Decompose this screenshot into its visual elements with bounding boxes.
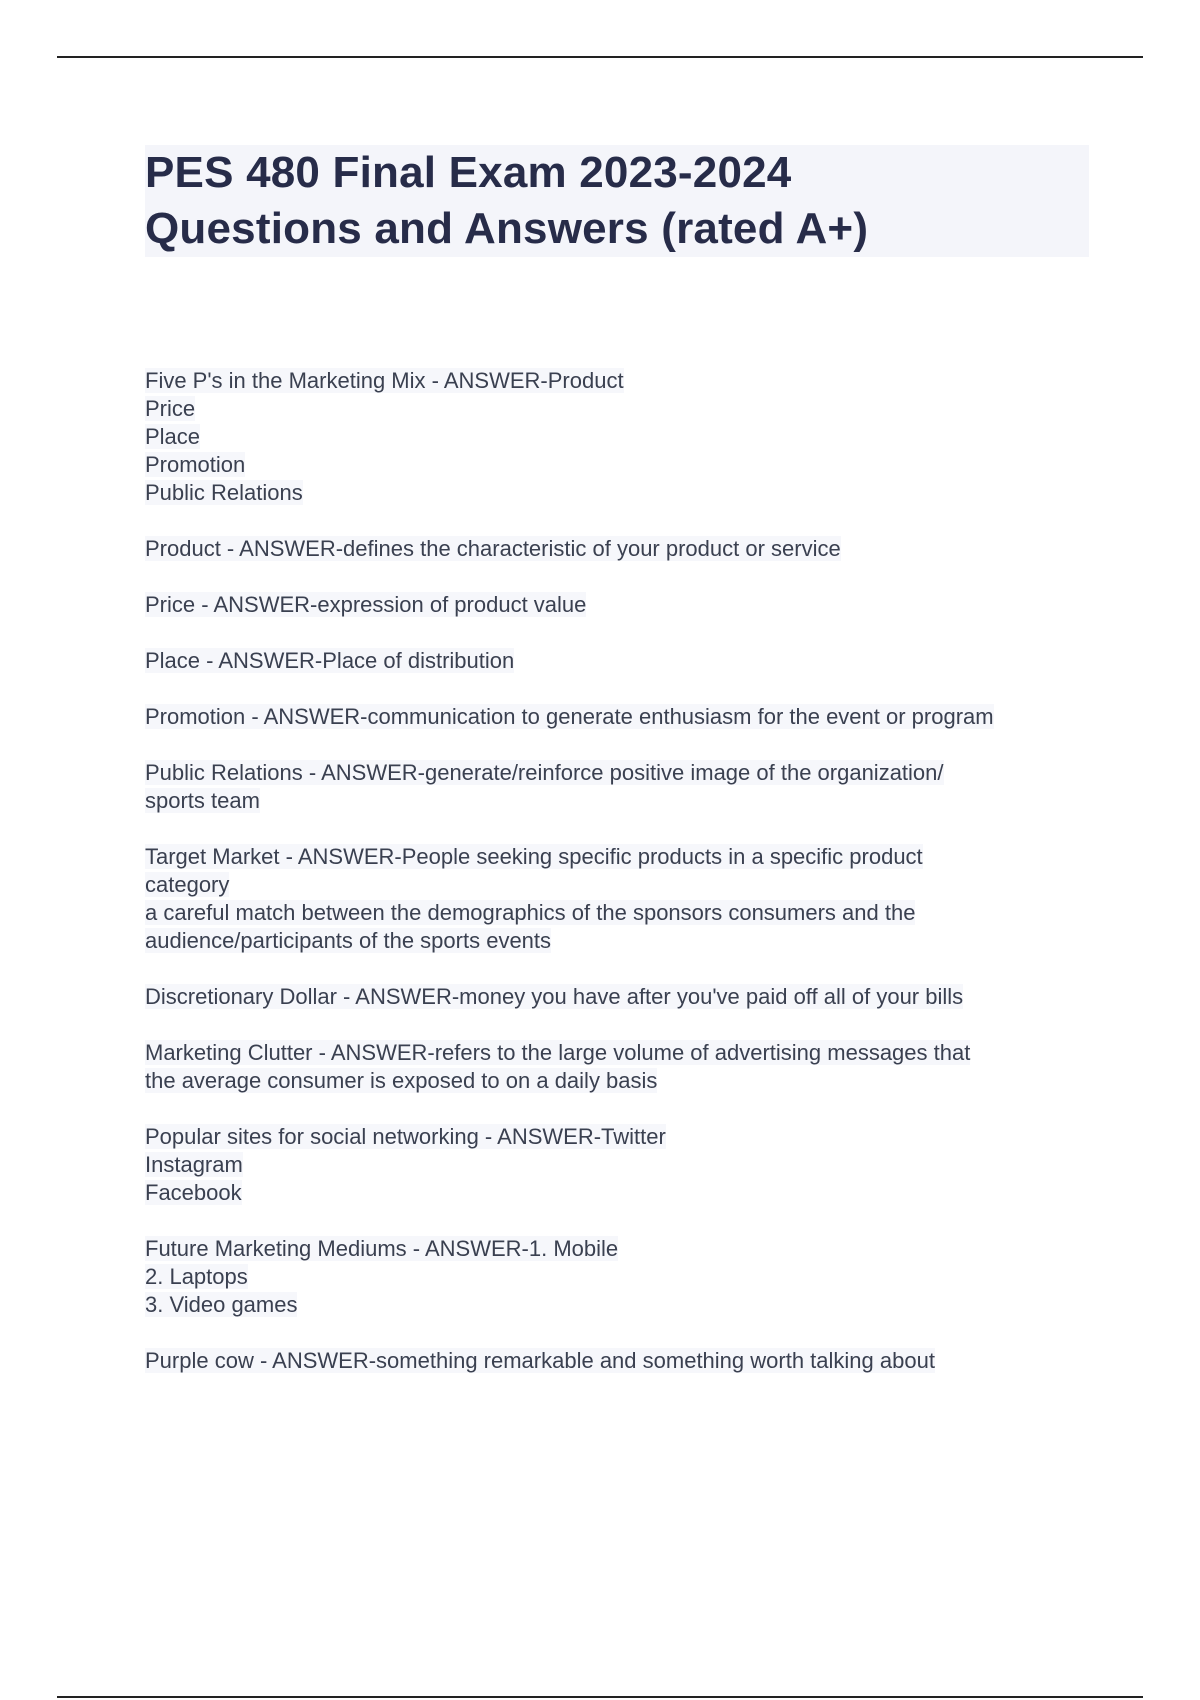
qa-question-line — [145, 703, 1095, 731]
qa-text: 2. Laptops — [145, 1264, 248, 1289]
qa-text: 3. Video games — [145, 1292, 298, 1317]
qa-text: Promotion - ANSWER-communication to generate enthusiasm for the event or program — [145, 704, 994, 729]
qa-question-line — [145, 647, 1095, 675]
qa-item — [145, 1347, 1095, 1375]
qa-question-line — [145, 843, 1095, 871]
qa-text: Purple cow - ANSWER-something remarkable and something worth talking about — [145, 1348, 935, 1373]
qa-item — [145, 367, 1095, 507]
title-line-1: PES 480 Final Exam 2023-2024 — [145, 148, 792, 197]
qa-answer-line — [145, 451, 1095, 479]
footer-rule — [57, 1696, 1143, 1698]
qa-answer-line — [145, 787, 1095, 815]
qa-text: category — [145, 872, 230, 897]
qa-item — [145, 703, 1095, 731]
qa-text: sports team — [145, 788, 260, 813]
qa-text: Discretionary Dollar - ANSWER-money you have after you've paid off all of your bills — [145, 984, 964, 1009]
title-line-2: Questions and Answers (rated A+) — [145, 204, 869, 253]
qa-question-line — [145, 1235, 1095, 1263]
qa-text: Future Marketing Mediums - ANSWER-1. Mobile — [145, 1236, 619, 1261]
document-title — [145, 145, 1089, 257]
qa-answer-line — [145, 927, 1095, 955]
qa-answer-line — [145, 423, 1095, 451]
qa-item — [145, 1235, 1095, 1319]
qa-list — [145, 367, 1095, 1403]
qa-item — [145, 647, 1095, 675]
qa-text: Promotion — [145, 452, 246, 477]
qa-question-line — [145, 535, 1095, 563]
qa-text: the average consumer is exposed to on a daily basis — [145, 1068, 658, 1093]
qa-text: Public Relations - ANSWER-generate/reinforce positive image of the organization/ — [145, 760, 944, 785]
qa-question-line — [145, 1347, 1095, 1375]
qa-item — [145, 1123, 1095, 1207]
qa-answer-line — [145, 395, 1095, 423]
qa-text: Facebook — [145, 1180, 242, 1205]
qa-item — [145, 983, 1095, 1011]
qa-answer-line — [145, 1263, 1095, 1291]
qa-text: a careful match between the demographics of the sponsors consumers and the — [145, 900, 916, 925]
qa-question-line — [145, 367, 1095, 395]
qa-question-line — [145, 1039, 1095, 1067]
qa-answer-line — [145, 1179, 1095, 1207]
qa-item — [145, 843, 1095, 955]
qa-question-line — [145, 983, 1095, 1011]
qa-answer-line — [145, 899, 1095, 927]
header-rule — [57, 56, 1143, 58]
qa-answer-line — [145, 1291, 1095, 1319]
qa-answer-line — [145, 1067, 1095, 1095]
qa-text: Place — [145, 424, 201, 449]
qa-answer-line — [145, 871, 1095, 899]
qa-question-line — [145, 1123, 1095, 1151]
qa-text: Price - ANSWER-expression of product value — [145, 592, 587, 617]
qa-answer-line — [145, 479, 1095, 507]
qa-text: Product - ANSWER-defines the characteristic of your product or service — [145, 536, 841, 561]
qa-text: Place - ANSWER-Place of distribution — [145, 648, 515, 673]
qa-item — [145, 1039, 1095, 1095]
qa-text: Marketing Clutter - ANSWER-refers to the large volume of advertising messages that — [145, 1040, 971, 1065]
qa-item — [145, 535, 1095, 563]
qa-text: Instagram — [145, 1152, 243, 1177]
qa-text: audience/participants of the sports events — [145, 928, 552, 953]
qa-text: Public Relations — [145, 480, 303, 505]
qa-text: Five P's in the Marketing Mix - ANSWER-Product — [145, 368, 624, 393]
qa-item — [145, 759, 1095, 815]
qa-item — [145, 591, 1095, 619]
qa-answer-line — [145, 1151, 1095, 1179]
qa-question-line — [145, 591, 1095, 619]
qa-text: Popular sites for social networking - ANSWER-Twitter — [145, 1124, 666, 1149]
qa-text: Price — [145, 396, 196, 421]
qa-question-line — [145, 759, 1095, 787]
qa-text: Target Market - ANSWER-People seeking specific products in a specific product — [145, 844, 923, 869]
